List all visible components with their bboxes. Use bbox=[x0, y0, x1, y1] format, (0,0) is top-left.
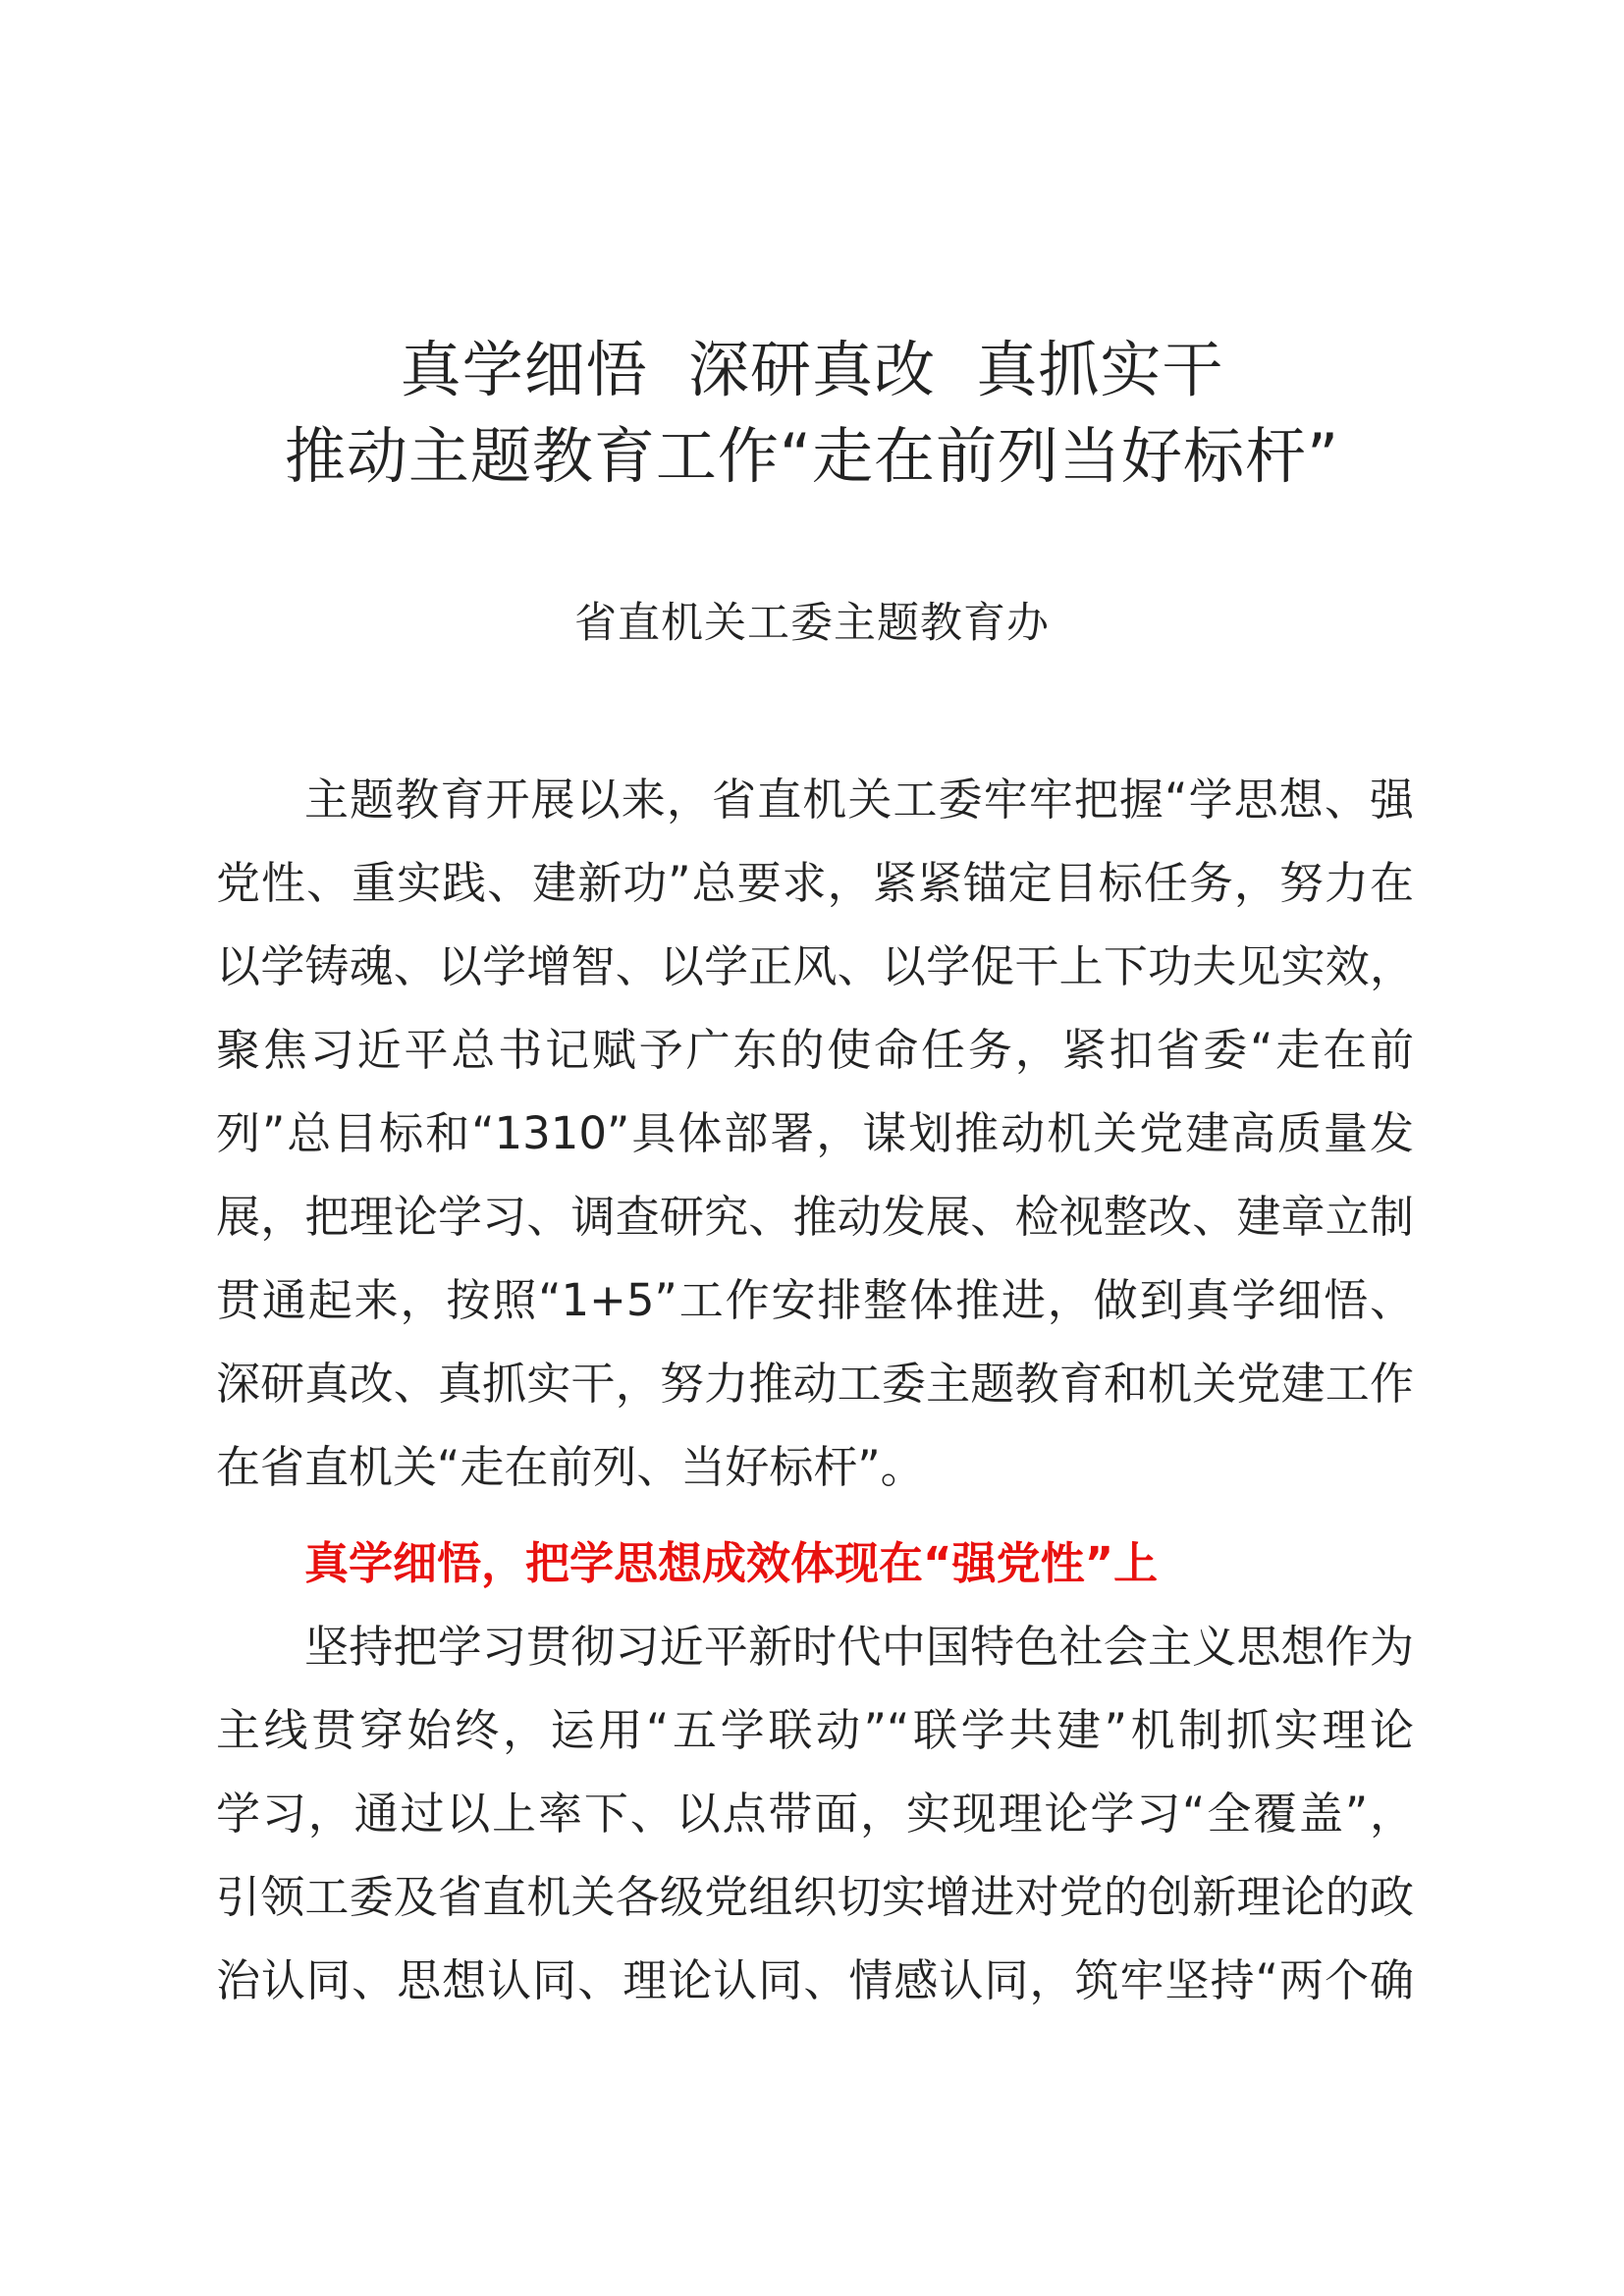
paragraph-1-line: 党性、重实践、建新功”总要求，紧紧锚定目标任务，努力在 bbox=[216, 857, 1414, 909]
section-heading: 真学细悟，把学思想成效体现在“强党性”上 bbox=[304, 1537, 1159, 1589]
paragraph-1-line: 聚焦习近平总书记赋予广东的使命任务，紧扣省委“走在前 bbox=[216, 1024, 1414, 1076]
paragraph-1-line: 列”总目标和“1310”具体部署，谋划推动机关党建高质量发 bbox=[216, 1107, 1414, 1159]
paragraph-1-line: 贯通起来，按照“1+5”工作安排整体推进，做到真学细悟、 bbox=[216, 1274, 1414, 1326]
paragraph-1-line: 深研真改、真抓实干，努力推动工委主题教育和机关党建工作 bbox=[216, 1358, 1414, 1410]
paragraph-2-line: 坚持把学习贯彻习近平新时代中国特色社会主义思想作为 bbox=[304, 1621, 1414, 1673]
paragraph-2-line: 引领工委及省直机关各级党组织切实增进对党的创新理论的政 bbox=[216, 1871, 1414, 1923]
document-title-line-2: 推动主题教育工作“走在前列当好标杆” bbox=[284, 420, 1340, 492]
paragraph-2-line: 治认同、思想认同、理论认同、情感认同，筑牢坚持“两个确 bbox=[216, 1954, 1414, 2006]
paragraph-2-line: 主线贯穿始终，运用“五学联动”“联学共建”机制抓实理论 bbox=[216, 1704, 1414, 1756]
document-author: 省直机关工委主题教育办 bbox=[574, 599, 1050, 648]
paragraph-1-line: 展，把理论学习、调查研究、推动发展、检视整改、建章立制 bbox=[216, 1191, 1414, 1243]
paragraph-2-line: 学习，通过以上率下、以点带面，实现理论学习“全覆盖”， bbox=[216, 1788, 1414, 1840]
paragraph-1-line: 以学铸魂、以学增智、以学正风、以学促干上下功夫见实效， bbox=[216, 940, 1414, 992]
document-title-line-1: 真学细悟 深研真改 真抓实干 bbox=[400, 334, 1224, 405]
paragraph-1-line: 在省直机关“走在前列、当好标杆”。 bbox=[216, 1441, 925, 1493]
paragraph-1-line: 主题教育开展以来，省直机关工委牢牢把握“学思想、强 bbox=[304, 774, 1414, 826]
